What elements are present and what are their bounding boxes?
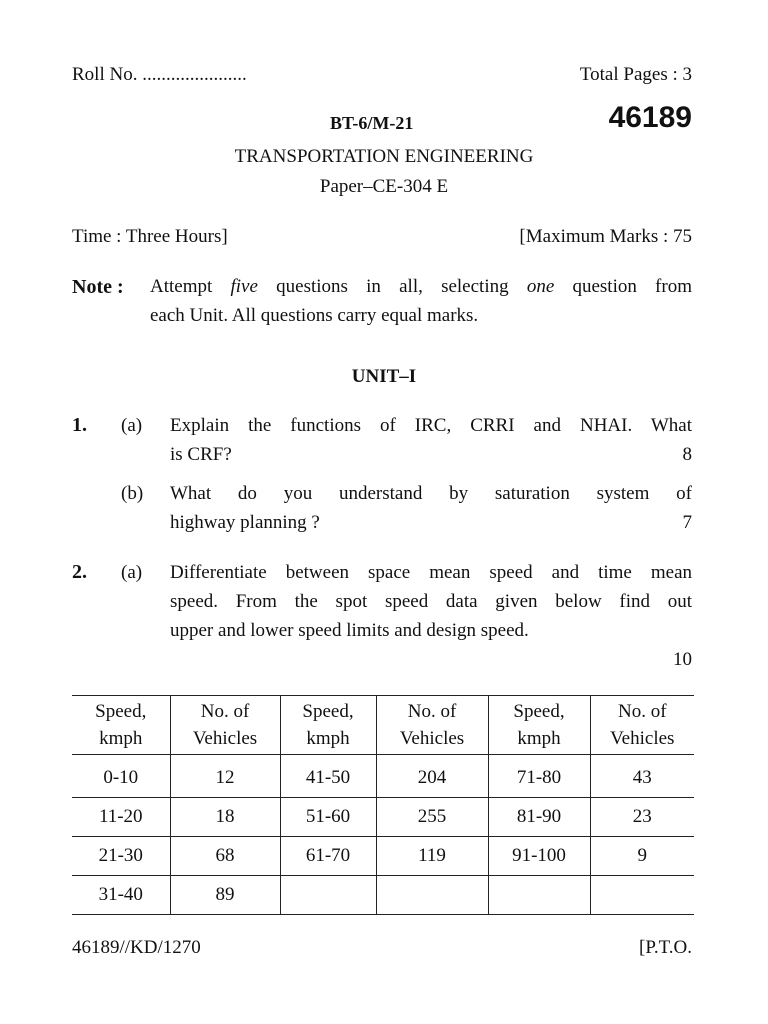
- question-2a-marks: 10: [673, 649, 692, 670]
- question-2-number: 2.: [72, 561, 87, 583]
- table-cell: 11-20: [72, 798, 170, 837]
- question-1b-line-1: What do you understand by saturation system of: [170, 483, 692, 504]
- table-cell: 91-100: [488, 837, 590, 876]
- paper-code: Paper–CE-304 E: [319, 176, 449, 197]
- table-cell: 41-50: [280, 755, 376, 798]
- table-header-cell: No. of Vehicles: [170, 696, 280, 755]
- question-1a-line-1: Explain the functions of IRC, CRRI and NHAI. What: [170, 415, 692, 436]
- question-2a-line-3: upper and lower speed limits and design speed.: [170, 620, 529, 641]
- question-1b-line-2: highway planning ?: [170, 512, 320, 533]
- table-cell: 21-30: [72, 837, 170, 876]
- question-1a-line-2: is CRF?: [170, 444, 232, 465]
- table-cell: 119: [376, 837, 488, 876]
- unit-heading: UNIT–I: [351, 366, 417, 387]
- table-cell: 204: [376, 755, 488, 798]
- maximum-marks: [Maximum Marks : 75: [519, 226, 692, 247]
- table-cell: 51-60: [280, 798, 376, 837]
- question-2a-line-1: Differentiate between space mean speed and time mean: [170, 562, 692, 583]
- table-header-cell: No. of Vehicles: [376, 696, 488, 755]
- table-header-cell: Speed, kmph: [280, 696, 376, 755]
- table-header-row: [72, 696, 694, 755]
- page-turn-indicator: [P.T.O.: [639, 937, 692, 958]
- table-cell: 89: [170, 876, 280, 915]
- table-header-cell: Speed, kmph: [72, 696, 170, 755]
- question-2a-line-2: speed. From the spot speed data given below find out: [170, 591, 692, 612]
- question-1-number: 1.: [72, 414, 87, 436]
- exam-code: BT-6/M-21: [330, 113, 414, 133]
- question-2a-label: (a): [121, 562, 143, 583]
- time-allowed: Time : Three Hours]: [72, 226, 228, 247]
- note-line-1: Attempt five questions in all, selecting one question from: [150, 276, 692, 297]
- table-cell: 255: [376, 798, 488, 837]
- total-pages: Total Pages : 3: [579, 64, 692, 85]
- table-cell: 0-10: [72, 755, 170, 798]
- question-1a-label: (a): [121, 415, 143, 436]
- table-row: [72, 755, 694, 798]
- speed-data-table: [72, 695, 694, 915]
- table-cell: 9: [590, 837, 694, 876]
- footer-code: 46189//KD/1270: [72, 937, 201, 958]
- table-row: [72, 876, 694, 915]
- table-cell: [488, 876, 590, 915]
- roll-no: Roll No. ......................: [72, 64, 247, 85]
- question-1b-marks: 7: [682, 512, 692, 533]
- table-row: [72, 798, 694, 837]
- table-cell: 43: [590, 755, 694, 798]
- subject-title: TRANSPORTATION ENGINEERING: [234, 146, 534, 167]
- table-cell: [590, 876, 694, 915]
- table-cell: [376, 876, 488, 915]
- table-cell: 12: [170, 755, 280, 798]
- table-cell: 61-70: [280, 837, 376, 876]
- table-header-cell: Speed, kmph: [488, 696, 590, 755]
- note-label: Note :: [72, 276, 124, 298]
- table-cell: 18: [170, 798, 280, 837]
- table-header-cell: No. of Vehicles: [590, 696, 694, 755]
- table-cell: 81-90: [488, 798, 590, 837]
- question-1a-marks: 8: [682, 444, 692, 465]
- table-cell: [280, 876, 376, 915]
- table-cell: 31-40: [72, 876, 170, 915]
- table-cell: 71-80: [488, 755, 590, 798]
- note-line-2: each Unit. All questions carry equal marks.: [150, 305, 479, 326]
- table-cell: 68: [170, 837, 280, 876]
- table-row: [72, 837, 694, 876]
- table-cell: 23: [590, 798, 694, 837]
- question-1b-label: (b): [121, 483, 144, 504]
- paper-number: 46189: [608, 101, 692, 134]
